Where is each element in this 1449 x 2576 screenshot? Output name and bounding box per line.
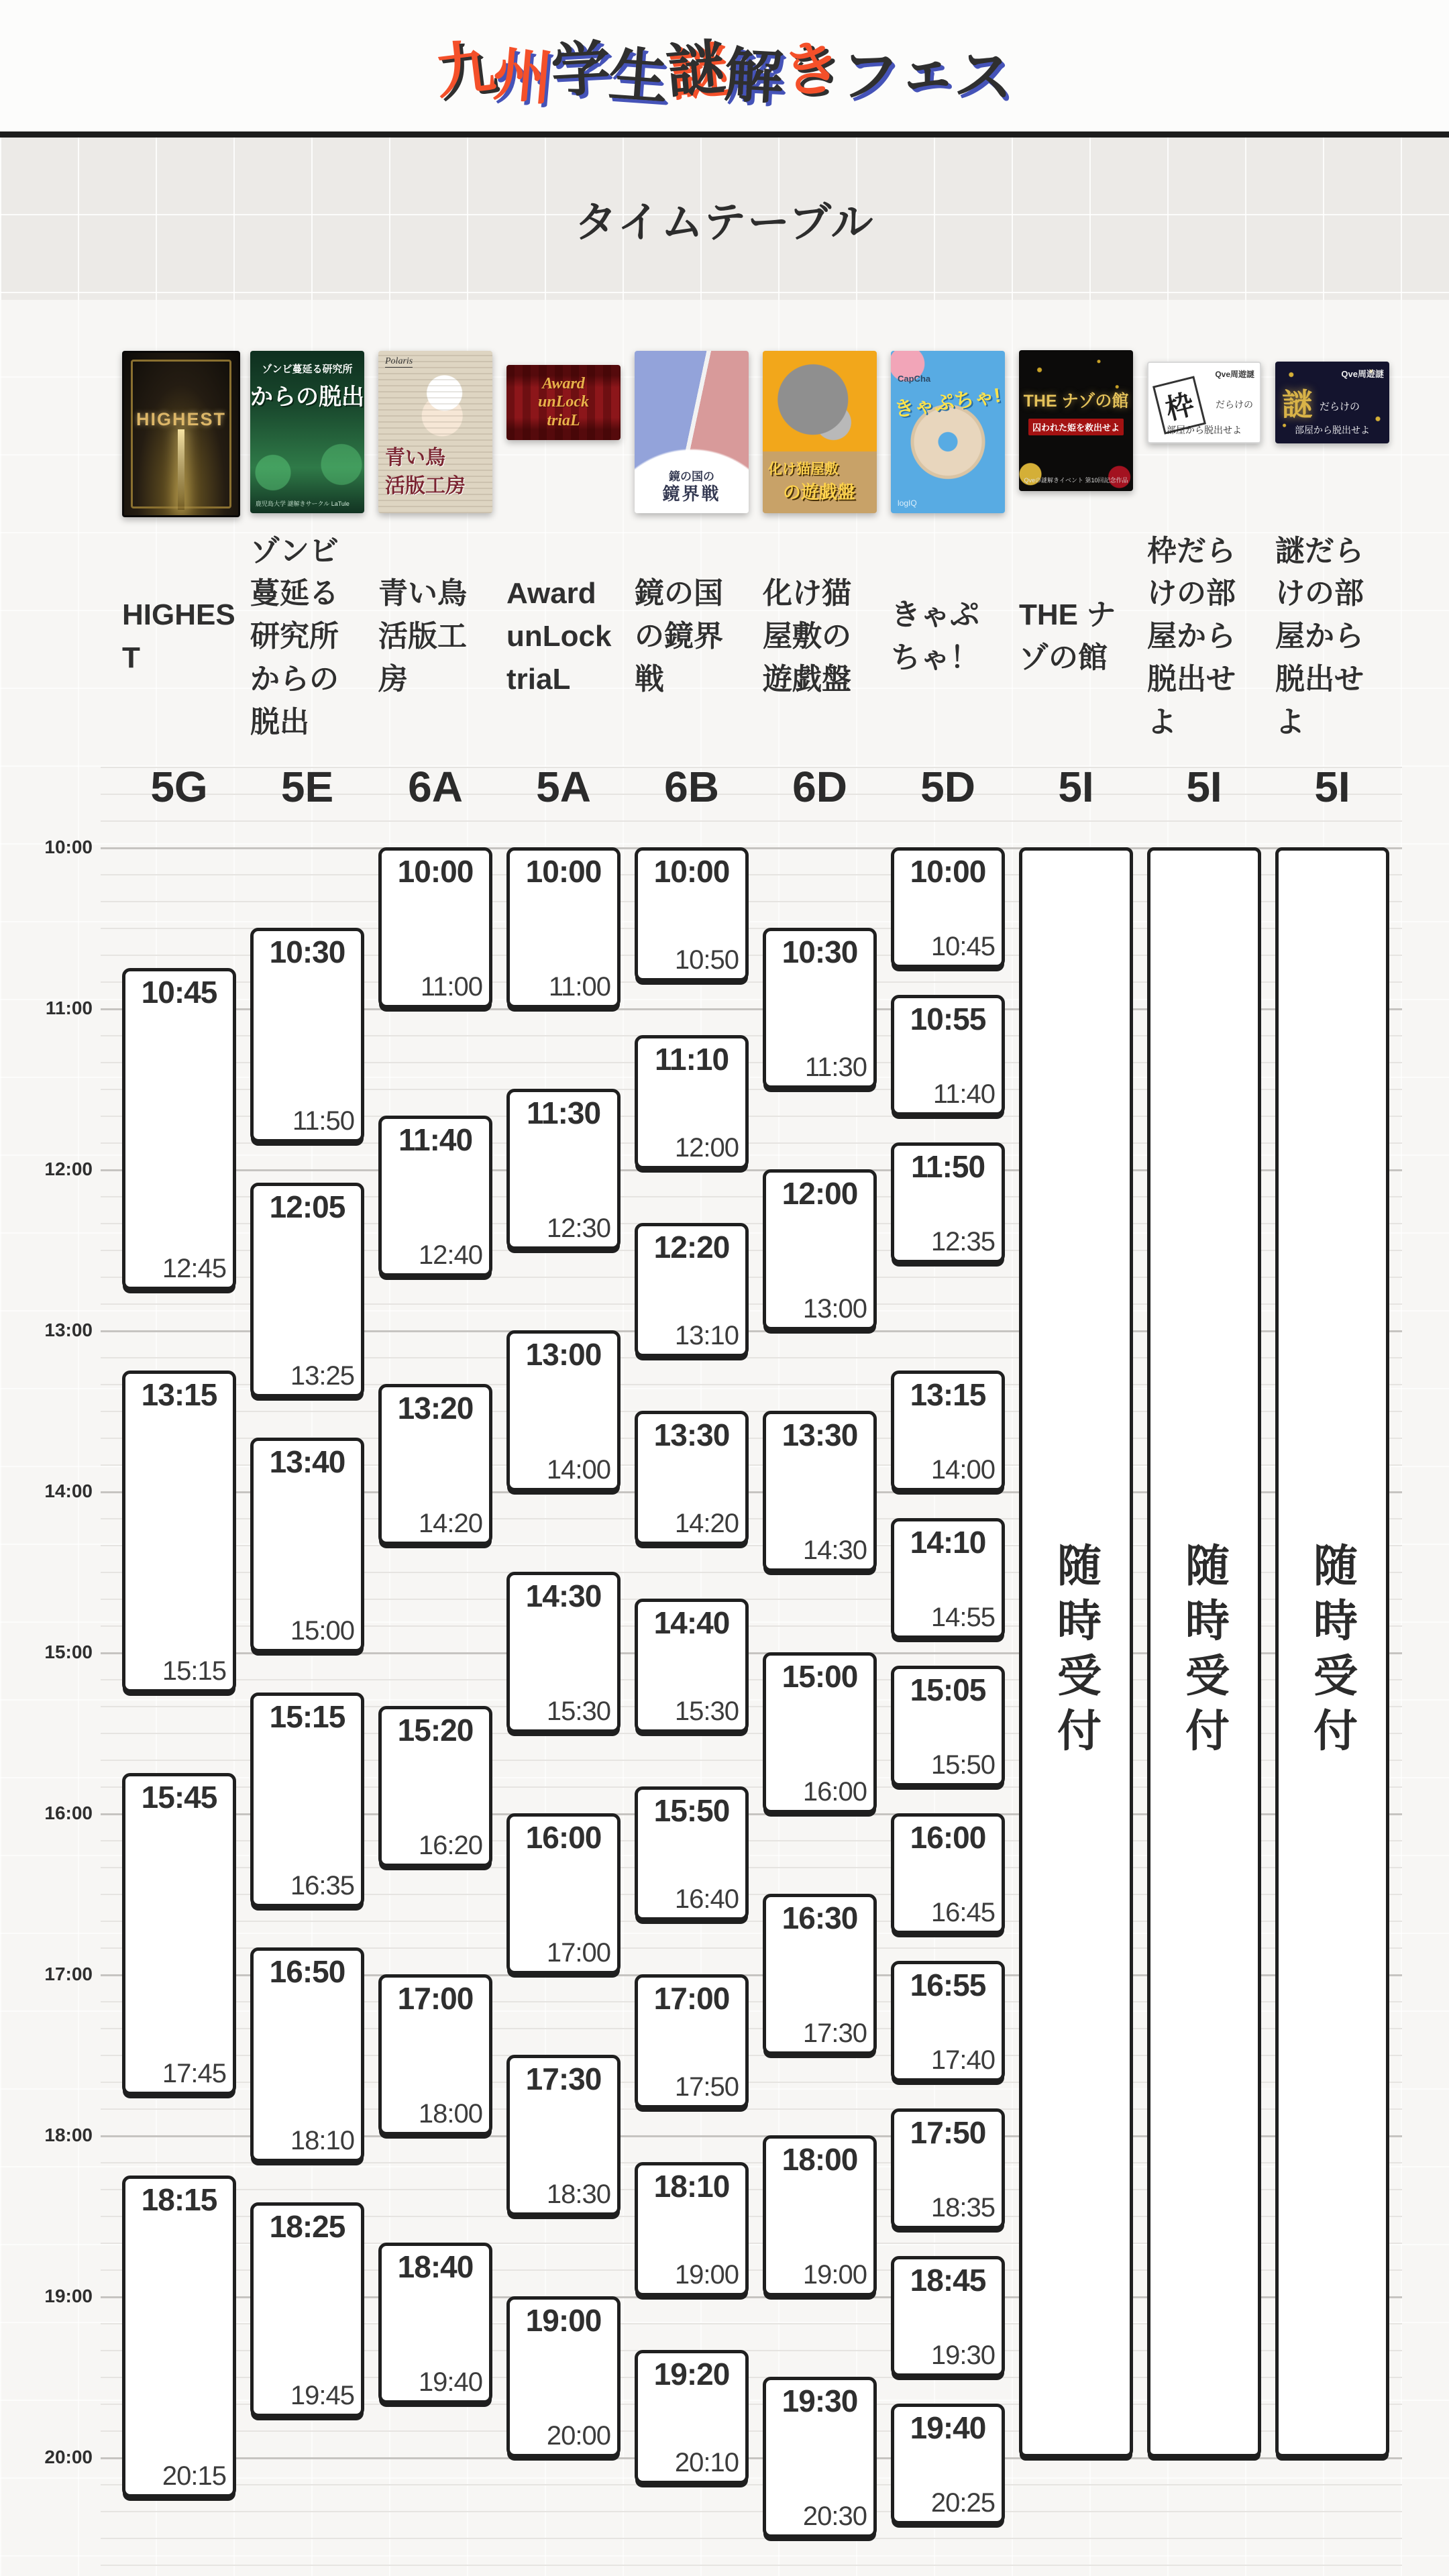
time-axis-label: 19:00 <box>44 2286 93 2306</box>
event-title <box>250 514 364 759</box>
timeslot <box>506 1813 621 1974</box>
room-code: 5D <box>920 763 975 811</box>
poster-text: Qveの謎解きイベント 第10回記念作品 <box>1024 477 1128 484</box>
timeslot <box>635 1786 749 1921</box>
timeslot-start-time: 17:50 <box>910 2115 986 2150</box>
timeslot-end-time: 10:50 <box>674 945 739 975</box>
timeslot-end-time: 18:35 <box>930 2193 995 2222</box>
time-axis-label: 15:00 <box>44 1642 93 1662</box>
poster-text: 鹿児島大学 謎解きサークル LaTule <box>256 500 350 507</box>
timeslot-end-time: 14:55 <box>930 1603 995 1632</box>
poster-text: HIGHEST <box>136 409 226 429</box>
timeslot <box>763 2135 877 2296</box>
timeslot-start-time: 19:30 <box>782 2383 858 2418</box>
timeslot <box>250 2202 364 2417</box>
poster-award-unlock-trial[interactable] <box>506 365 621 440</box>
timeslot-start-time: 15:15 <box>269 1699 345 1734</box>
anytime-reception-box <box>1147 847 1261 2457</box>
timeslot-start-time: 10:00 <box>525 854 602 889</box>
time-axis-label: 10:00 <box>44 837 93 857</box>
page-title: タイムテーブル <box>574 199 875 246</box>
timeslot <box>635 2162 749 2296</box>
poster-waku-darake[interactable] <box>1147 362 1261 443</box>
timeslot <box>378 1706 492 1867</box>
minor-gridline <box>101 2565 1402 2566</box>
event-title-text: Award unLock triaL <box>506 577 612 696</box>
event-title <box>122 514 236 759</box>
timeslot-end-time: 11:50 <box>292 1106 354 1136</box>
room-code: 6B <box>664 763 719 811</box>
timeslot-end-time: 17:50 <box>674 2072 739 2102</box>
timeslot-start-time: 10:55 <box>910 1002 986 1036</box>
timeslot-start-time: 17:30 <box>525 2061 602 2096</box>
logo-char: 九 <box>431 33 498 106</box>
minor-gridline <box>101 820 1402 822</box>
poster-text: THE ナゾの館 <box>1023 392 1129 411</box>
timeslot-start-time: 17:00 <box>397 1981 474 2016</box>
event-title-text: 鏡の国の鏡界戦 <box>635 577 723 696</box>
room-code: 5G <box>150 763 208 811</box>
timeslot <box>891 2404 1005 2524</box>
timeslot <box>763 2377 877 2538</box>
timeslot <box>250 1947 364 2162</box>
poster-text: ゾンビ蔓延る研究所 <box>262 364 353 375</box>
timeslot <box>635 1223 749 1357</box>
timeslot-start-time: 18:10 <box>653 2169 730 2204</box>
anytime-reception-label: 随時受付 <box>1051 1542 1101 1762</box>
timeslot <box>635 1035 749 1169</box>
timeslot-start-time: 11:30 <box>526 1095 601 1130</box>
timeslot <box>635 2350 749 2484</box>
time-axis-label: 16:00 <box>44 1803 93 1823</box>
timeslot <box>122 2176 236 2498</box>
timeslot-end-time: 19:00 <box>674 2260 739 2290</box>
poster-zombie-lab[interactable] <box>250 351 364 513</box>
timeslot-start-time: 14:40 <box>653 1605 730 1640</box>
timeslot <box>122 1773 236 2095</box>
event-title <box>891 514 1005 759</box>
timeslot-end-time: 20:30 <box>802 2502 867 2531</box>
timeslot-end-time: 19:45 <box>290 2381 354 2410</box>
minor-gridline <box>101 2484 1402 2485</box>
poster-text: Polaris <box>385 356 413 366</box>
timeslot <box>763 1652 877 1813</box>
timeslot <box>506 2055 621 2216</box>
timeslot-start-time: 18:25 <box>269 2209 345 2244</box>
timeslot-end-time: 12:35 <box>930 1227 995 1256</box>
poster-text: の遊戯盤 <box>783 482 855 502</box>
event-title-text: THE ナゾの館 <box>1019 598 1116 674</box>
timeslot-start-time: 10:30 <box>782 934 858 969</box>
poster-text: 青い鳥 <box>385 447 445 469</box>
poster-highest[interactable] <box>122 351 240 517</box>
timeslot <box>378 2243 492 2404</box>
timeslot-end-time: 20:15 <box>162 2461 226 2491</box>
timeslot <box>378 1384 492 1545</box>
timeslot <box>891 847 1005 968</box>
timeslot-start-time: 13:15 <box>141 1377 217 1412</box>
timeslot-start-time: 13:30 <box>782 1417 858 1452</box>
timeslot-start-time: 16:00 <box>525 1820 602 1855</box>
timeslot-end-time: 11:00 <box>420 972 482 1002</box>
timeslot-start-time: 10:00 <box>910 854 986 889</box>
timeslot <box>891 1142 1005 1263</box>
room-code: 6D <box>792 763 847 811</box>
timeslot-end-time: 18:10 <box>290 2126 354 2155</box>
room-code: 6A <box>408 763 463 811</box>
timeslot-start-time: 13:00 <box>525 1337 602 1372</box>
timeslot-start-time: 18:15 <box>141 2182 217 2217</box>
timeslot <box>891 2108 1005 2229</box>
site-logo <box>0 19 1449 126</box>
timeslot <box>763 1894 877 2055</box>
timeslot-start-time: 15:50 <box>653 1793 730 1828</box>
timeslot-end-time: 20:00 <box>546 2421 610 2451</box>
timeslot-end-time: 17:45 <box>162 2059 226 2088</box>
timeslot <box>635 1411 749 1545</box>
timeslot-start-time: 10:30 <box>269 934 345 969</box>
timeslot-start-time: 16:30 <box>782 1900 858 1935</box>
timeslot <box>891 1666 1005 1786</box>
poster-the-nazo-yakata[interactable] <box>1019 350 1133 491</box>
poster-mirror-world[interactable] <box>635 351 749 513</box>
minor-gridline <box>101 2538 1402 2539</box>
poster-text: triaL <box>547 411 580 429</box>
timeslot-start-time: 11:10 <box>654 1042 729 1077</box>
timeslot <box>891 1813 1005 1934</box>
poster-text: 枠 <box>1152 376 1206 434</box>
timeslot-end-time: 16:45 <box>930 1898 995 1927</box>
timeslot-start-time: 15:05 <box>910 1672 986 1707</box>
timeslot-end-time: 18:00 <box>418 2099 482 2129</box>
timeslot <box>891 1518 1005 1639</box>
timeslot-start-time: 12:05 <box>269 1189 345 1224</box>
poster-text: 囚われた姫を救出せよ <box>1028 419 1124 435</box>
poster-text: 化け猫屋敷 <box>768 462 839 477</box>
event-title-text: 化け猫屋敷の遊戯盤 <box>763 577 851 696</box>
time-axis-label: 11:00 <box>45 998 93 1018</box>
poster-capcha[interactable] <box>891 351 1005 513</box>
time-axis-label: 20:00 <box>44 2447 93 2467</box>
timeslot-start-time: 18:00 <box>782 2142 858 2177</box>
logo-char: き <box>778 33 843 106</box>
poster-text: 部屋から脱出せよ <box>1167 426 1242 436</box>
timeslot-start-time: 15:20 <box>397 1713 474 1748</box>
timeslot-start-time: 10:45 <box>141 975 217 1010</box>
timeslot-end-time: 17:40 <box>930 2045 995 2075</box>
timeslot <box>635 847 749 981</box>
timeslot-end-time: 15:00 <box>290 1616 354 1646</box>
room-code: 5A <box>536 763 591 811</box>
timeslot-end-time: 12:00 <box>674 1133 739 1163</box>
event-title-text: ゾンビ蔓延る研究所からの脱出 <box>250 534 339 739</box>
logo-char: 謎 <box>663 34 727 105</box>
event-title <box>378 514 492 759</box>
hour-gridline <box>101 2457 1402 2459</box>
timeslot-start-time: 16:00 <box>910 1820 986 1855</box>
time-axis-label: 13:00 <box>44 1320 93 1340</box>
timeslot-end-time: 17:30 <box>802 2019 867 2048</box>
event-title-text: 枠だらけの部屋から脱出せよ <box>1147 534 1236 739</box>
timeslot <box>763 1169 877 1330</box>
timeslot <box>250 928 364 1142</box>
timetable-heading-band <box>0 138 1449 300</box>
timeslot-start-time: 15:45 <box>141 1780 217 1815</box>
timeslot-end-time: 15:15 <box>162 1656 226 1686</box>
logo-char: フ <box>837 41 900 111</box>
timeslot <box>378 1116 492 1277</box>
timeslot-end-time: 18:30 <box>546 2180 610 2209</box>
timeslot-start-time: 14:30 <box>525 1578 602 1613</box>
timeslot-end-time: 13:10 <box>674 1321 739 1350</box>
timeslot-end-time: 12:45 <box>162 1254 226 1283</box>
timeslot-end-time: 15:30 <box>674 1697 739 1726</box>
timeslot-start-time: 13:30 <box>653 1417 730 1452</box>
logo-char: 州 <box>490 40 554 112</box>
timeslot-end-time: 14:30 <box>802 1536 867 1565</box>
timeslot-start-time: 16:50 <box>269 1954 345 1989</box>
poster-text: Qve周遊謎 <box>1341 369 1384 379</box>
timeslot-start-time: 10:00 <box>653 854 730 889</box>
poster-text: 部屋から脱出せよ <box>1295 425 1370 435</box>
timeslot <box>506 1330 621 1491</box>
timeslot-end-time: 14:20 <box>674 1509 739 1538</box>
room-code: 5E <box>280 763 334 811</box>
timeslot-start-time: 19:40 <box>910 2410 986 2445</box>
timeslot <box>122 1371 236 1693</box>
timeslot <box>378 1974 492 2135</box>
timeslot <box>763 1411 877 1572</box>
timeslot-end-time: 13:00 <box>802 1294 867 1324</box>
timeslot-end-time: 11:30 <box>804 1053 867 1082</box>
timeslot <box>506 847 621 1008</box>
timeslot <box>635 1974 749 2108</box>
timeslot-start-time: 11:50 <box>910 1149 985 1184</box>
timeslot-end-time: 14:00 <box>930 1455 995 1485</box>
event-title <box>763 514 877 759</box>
event-title-text: 青い鳥活版工房 <box>378 577 467 696</box>
timeslot <box>891 995 1005 1116</box>
poster-text: だらけの <box>1320 401 1360 413</box>
timeslot-end-time: 12:40 <box>418 1240 482 1270</box>
timeslot-start-time: 15:00 <box>782 1659 858 1694</box>
timeslot-end-time: 20:25 <box>930 2488 995 2518</box>
poster-text: 活版工房 <box>385 475 466 497</box>
timeslot <box>763 928 877 1089</box>
timeslot-start-time: 13:20 <box>397 1391 474 1426</box>
poster-text: Award <box>542 374 585 392</box>
timeslot-start-time: 19:20 <box>653 2357 730 2392</box>
logo-char: ェ <box>896 34 957 105</box>
poster-nazo-darake[interactable] <box>1275 362 1389 443</box>
timeslot-end-time: 15:30 <box>546 1697 610 1726</box>
header-divider <box>0 131 1449 138</box>
timeslot-end-time: 15:50 <box>930 1750 995 1780</box>
timeslot-start-time: 16:55 <box>910 1968 986 2002</box>
anytime-reception-box <box>1275 847 1389 2457</box>
poster-text: 鏡界戦 <box>662 484 721 504</box>
timeslot-start-time: 18:40 <box>397 2249 474 2284</box>
timeslot-start-time: 14:10 <box>910 1525 986 1560</box>
event-title-text: きゃぷちゃ！ <box>891 598 979 674</box>
logo-char: 解 <box>722 41 784 111</box>
poster-text: だらけの <box>1216 399 1253 410</box>
event-title <box>1147 514 1261 759</box>
poster-text: 謎 <box>1282 387 1313 422</box>
timeslot <box>506 1089 621 1250</box>
poster-bakeneko-board[interactable] <box>763 351 877 513</box>
poster-text: 鏡の国の <box>669 470 714 483</box>
timeslot-start-time: 17:00 <box>653 1981 730 2016</box>
timeslot-end-time: 17:00 <box>546 1938 610 1968</box>
timeslot-end-time: 12:30 <box>546 1214 610 1243</box>
poster-text: からの脱出 <box>250 384 364 410</box>
timeslot-start-time: 13:40 <box>269 1444 345 1479</box>
poster-text: きゃぷちゃ! <box>892 384 1003 421</box>
timeslot <box>122 968 236 1290</box>
timeslot-end-time: 10:45 <box>930 932 995 961</box>
timeslot-start-time: 18:45 <box>910 2263 986 2298</box>
logo-char: ス <box>952 40 1016 112</box>
logo-char: 学 <box>549 34 611 105</box>
timeslot-start-time: 11:40 <box>398 1122 473 1157</box>
anytime-reception-box <box>1019 847 1133 2457</box>
timeslot-end-time: 16:35 <box>290 1871 354 1900</box>
event-title <box>1019 514 1133 759</box>
timeslot <box>250 1438 364 1652</box>
minor-gridline <box>101 2511 1402 2512</box>
timeslot-end-time: 19:30 <box>930 2341 995 2370</box>
time-axis-label: 14:00 <box>44 1481 93 1501</box>
event-title <box>1275 514 1389 759</box>
timeslot <box>891 2256 1005 2377</box>
timeslot-start-time: 19:00 <box>525 2303 602 2338</box>
time-axis-label: 12:00 <box>44 1159 93 1179</box>
logo-char: 生 <box>606 41 669 111</box>
poster-text: CapCha <box>898 374 931 384</box>
timeslot-end-time: 16:40 <box>674 1884 739 1914</box>
timeslot <box>891 1371 1005 1491</box>
timeslot-end-time: 13:25 <box>290 1361 354 1391</box>
room-code: 5I <box>1314 763 1350 811</box>
timeslot <box>250 1183 364 1397</box>
timeslot-end-time: 19:40 <box>418 2367 482 2397</box>
time-axis-label: 18:00 <box>44 2125 93 2145</box>
time-axis-label: 17:00 <box>44 1964 93 1984</box>
timeslot-start-time: 13:15 <box>910 1377 986 1412</box>
poster-bluebird-press[interactable] <box>378 351 492 513</box>
timeslot-end-time: 14:20 <box>418 1509 482 1538</box>
timeslot <box>506 1572 621 1733</box>
timeslot <box>506 2296 621 2457</box>
timeslot-start-time: 12:20 <box>653 1230 730 1265</box>
timeslot-end-time: 16:20 <box>418 1831 482 1860</box>
poster-text: Qve周遊謎 <box>1215 370 1254 379</box>
poster-text: logIQ <box>898 498 917 508</box>
event-title-text: HIGHEST <box>122 598 235 674</box>
timeslot-end-time: 11:00 <box>548 972 610 1002</box>
event-title <box>506 514 621 759</box>
timeslot-end-time: 16:00 <box>802 1777 867 1807</box>
timeslot <box>250 1693 364 1907</box>
event-title-text: 謎だらけの部屋から脱出せよ <box>1275 534 1364 739</box>
room-code: 5I <box>1186 763 1222 811</box>
timeslot <box>378 847 492 1008</box>
anytime-reception-label: 随時受付 <box>1307 1542 1357 1762</box>
timeslot-start-time: 10:00 <box>397 854 474 889</box>
timeslot <box>891 1961 1005 2082</box>
poster-text: unLock <box>537 393 589 411</box>
timeslot <box>635 1599 749 1733</box>
event-title <box>635 514 749 759</box>
timeslot-end-time: 19:00 <box>802 2260 867 2290</box>
timeslot-end-time: 14:00 <box>546 1455 610 1485</box>
anytime-reception-label: 随時受付 <box>1179 1542 1229 1762</box>
timeslot-start-time: 12:00 <box>782 1176 858 1211</box>
timeslot-end-time: 20:10 <box>674 2448 739 2477</box>
timeslot-end-time: 11:40 <box>932 1079 995 1109</box>
room-code: 5I <box>1058 763 1094 811</box>
